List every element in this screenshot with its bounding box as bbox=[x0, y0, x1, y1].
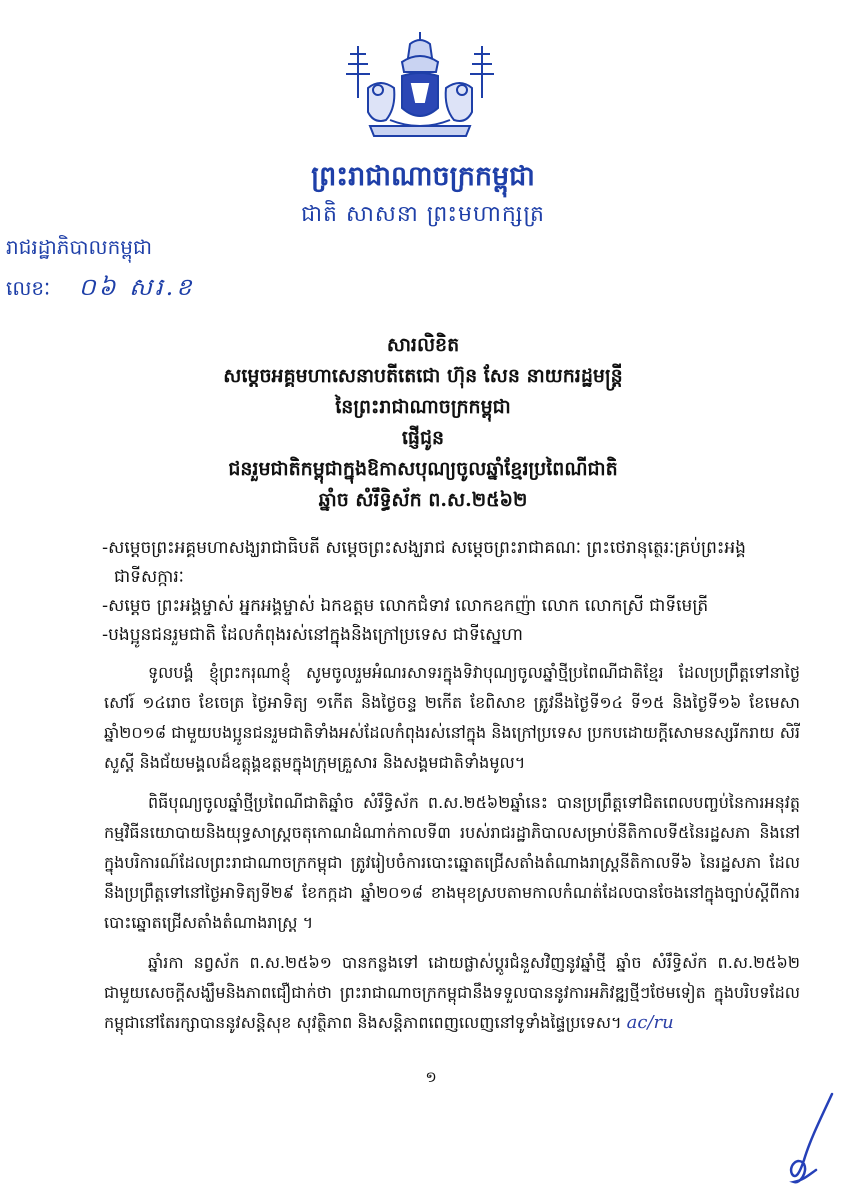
body-paragraph-1: ទូលបង្គំ ខ្ញុំព្រះករុណាខ្ញុំ សូមចូលរួមអំណរសាទរក្នុងទិវាបុណ្យចូលឆ្នាំថ្មីប្រពៃណីជាតិខ្មែរ ដែលប្រព្រឹត្តទៅនាថ្ងៃសៅរ៍ ១៤រោច ខែចេត្រ ថ្ងៃអាទិត្យ ១កើត និងថ្ងៃចន្ទ ២កើត ខែពិសាខ ត្រូវនឹងថ្ងៃទី១៤ ទី១៥ និងថ្ងៃទី១៦ ខែមេសា ឆ្នាំ២០១៨ ជាមួយបងប្អូនជនរួមជាតិទាំងអស់ដែលកំពុងរស់នៅក្នុង និងក្រៅប្រទេស ប្រកបដោយក្ដីសោមនស្សរីករាយ សិរីសួស្ដី និងជ័យមង្គលដ៏ឧត្ដុង្គឧត្ដមក្នុងក្រុមគ្រួសារ និងសង្គមជាតិទាំងមូល។ bbox=[104, 663, 800, 772]
reference-line bbox=[6, 272, 195, 307]
signature-icon bbox=[770, 1090, 840, 1190]
body-paragraph-2: ពិធីបុណ្យចូលឆ្នាំថ្មីប្រពៃណីជាតិឆ្នាំច សំរឹទ្ធិស័ក ព.ស.២៥៦២ឆ្នាំនេះ បានប្រព្រឹត្តទៅជិតពេលបញ្ចប់នៃការអនុវត្តកម្មវិធីនយោបាយនិងយុទ្ធសាស្ដ្រចតុកោណដំណាក់កាលទី៣ របស់រាជរដ្ឋាភិបាលសម្រាប់នីតិកាលទី៥នៃរដ្ឋសភា និងនៅក្នុងបរិការណ៍ដែលព្រះរាជាណាចក្រកម្ពុជា ត្រូវរៀបចំការបោះឆ្នោតជ្រើសតាំងតំណាងរាស្ដ្រនីតិកាលទី៦ នៃរដ្ឋសភា ដែលនឹងប្រព្រឹត្តទៅនៅថ្ងៃអាទិត្យទី២៩ ខែកក្កដា ឆ្នាំ២០១៨ ខាងមុខស្របតាមកាលកំណត់ដែលបានចែងនៅក្នុងច្បាប់ស្ដីពីការបោះឆ្នោតជ្រើសតាំងតំណាងរាស្ដ្រ ។ bbox=[104, 793, 800, 932]
handwritten-initials: ac/ru bbox=[626, 1012, 674, 1033]
page-number: ១ bbox=[425, 1068, 437, 1086]
salutation-line-3: -បងប្អូនជនរួមជាតិ ដែលកំពុងរស់នៅក្នុងនិងក្រៅប្រទេស ជាទីស្នេហា bbox=[102, 625, 523, 645]
salutation bbox=[102, 534, 802, 650]
national-motto: ជាតិ សាសនា ព្រះមហាក្សត្រ bbox=[301, 202, 545, 227]
royal-coat-of-arms-icon bbox=[340, 28, 500, 146]
letter-title bbox=[120, 330, 726, 516]
body-paragraph-3 bbox=[104, 948, 800, 1038]
reference-label: លេខៈ bbox=[6, 276, 51, 300]
salutation-line-1: -សម្ដេចព្រះអគ្គមហាសង្ឃរាជាធិបតី សម្ដេចព្រះសង្ឃរាជ សម្ដេចព្រះរាជាគណៈ ព្រះថេរានុត្ថេរៈគ្រប់ព្រះអង្គ bbox=[102, 538, 746, 558]
title-line-1: សារលិខិត bbox=[386, 334, 460, 356]
reference-number: ០៦ សរ.ខ bbox=[78, 273, 195, 301]
government-label: រាជរដ្ឋាភិបាលកម្ពុជា bbox=[6, 235, 152, 259]
letter-body bbox=[104, 658, 800, 1048]
kingdom-heading: ព្រះរាជាណាចក្រកម្ពុជា bbox=[311, 161, 535, 192]
body-paragraph-3-text: ឆ្នាំរកា នព្វស័ក ព.ស.២៥៦១ បានកន្លងទៅ ដោយផ្លាស់ប្ដូរជំនួសវិញនូវឆ្នាំថ្មី ឆ្នាំច សំរឹទ្ធិស័ក ព.ស.២៥៦២ ជាមួយសេចក្ដីសង្ឃឹមនិងភាពជឿជាក់ថា ព្រះរាជាណាចក្រកម្ពុជានឹងទទួលបាននូវការអភិវឌ្ឍថ្មីៗថែមទៀត ក្នុងបរិបទដែលកម្ពុជានៅតែរក្សាបាននូវសន្តិសុខ សុវត្ថិភាព និងសន្តិភាពពេញលេញនៅទូទាំងផ្ទៃប្រទេស។ bbox=[104, 953, 800, 1032]
title-line-4: ផ្ញើជូន bbox=[401, 427, 445, 449]
title-line-3: នៃព្រះរាជាណាចក្រកម្ពុជា bbox=[335, 396, 511, 418]
salutation-line-1-cont: ជាទីសក្ការៈ bbox=[114, 567, 184, 587]
title-line-5: ជនរួមជាតិកម្ពុជាក្នុងឱកាសបុណ្យចូលឆ្នាំខ្មែរប្រពៃណីជាតិ bbox=[228, 458, 618, 480]
title-line-2: សម្ដេចអគ្គមហាសេនាបតីតេជោ ហ៊ុន សែន នាយករដ្ឋមន្ត្រី bbox=[223, 365, 623, 387]
title-line-6: ឆ្នាំច សំរឹទ្ធិស័ក ព.ស.២៥៦២ bbox=[318, 489, 528, 511]
salutation-line-2: -សម្ដេច ព្រះអង្គម្ចាស់ អ្នកអង្គម្ចាស់ ឯកឧត្ដម លោកជំទាវ លោកឧកញ៉ា លោក លោកស្រី ជាទីមេត្រី bbox=[102, 596, 709, 616]
